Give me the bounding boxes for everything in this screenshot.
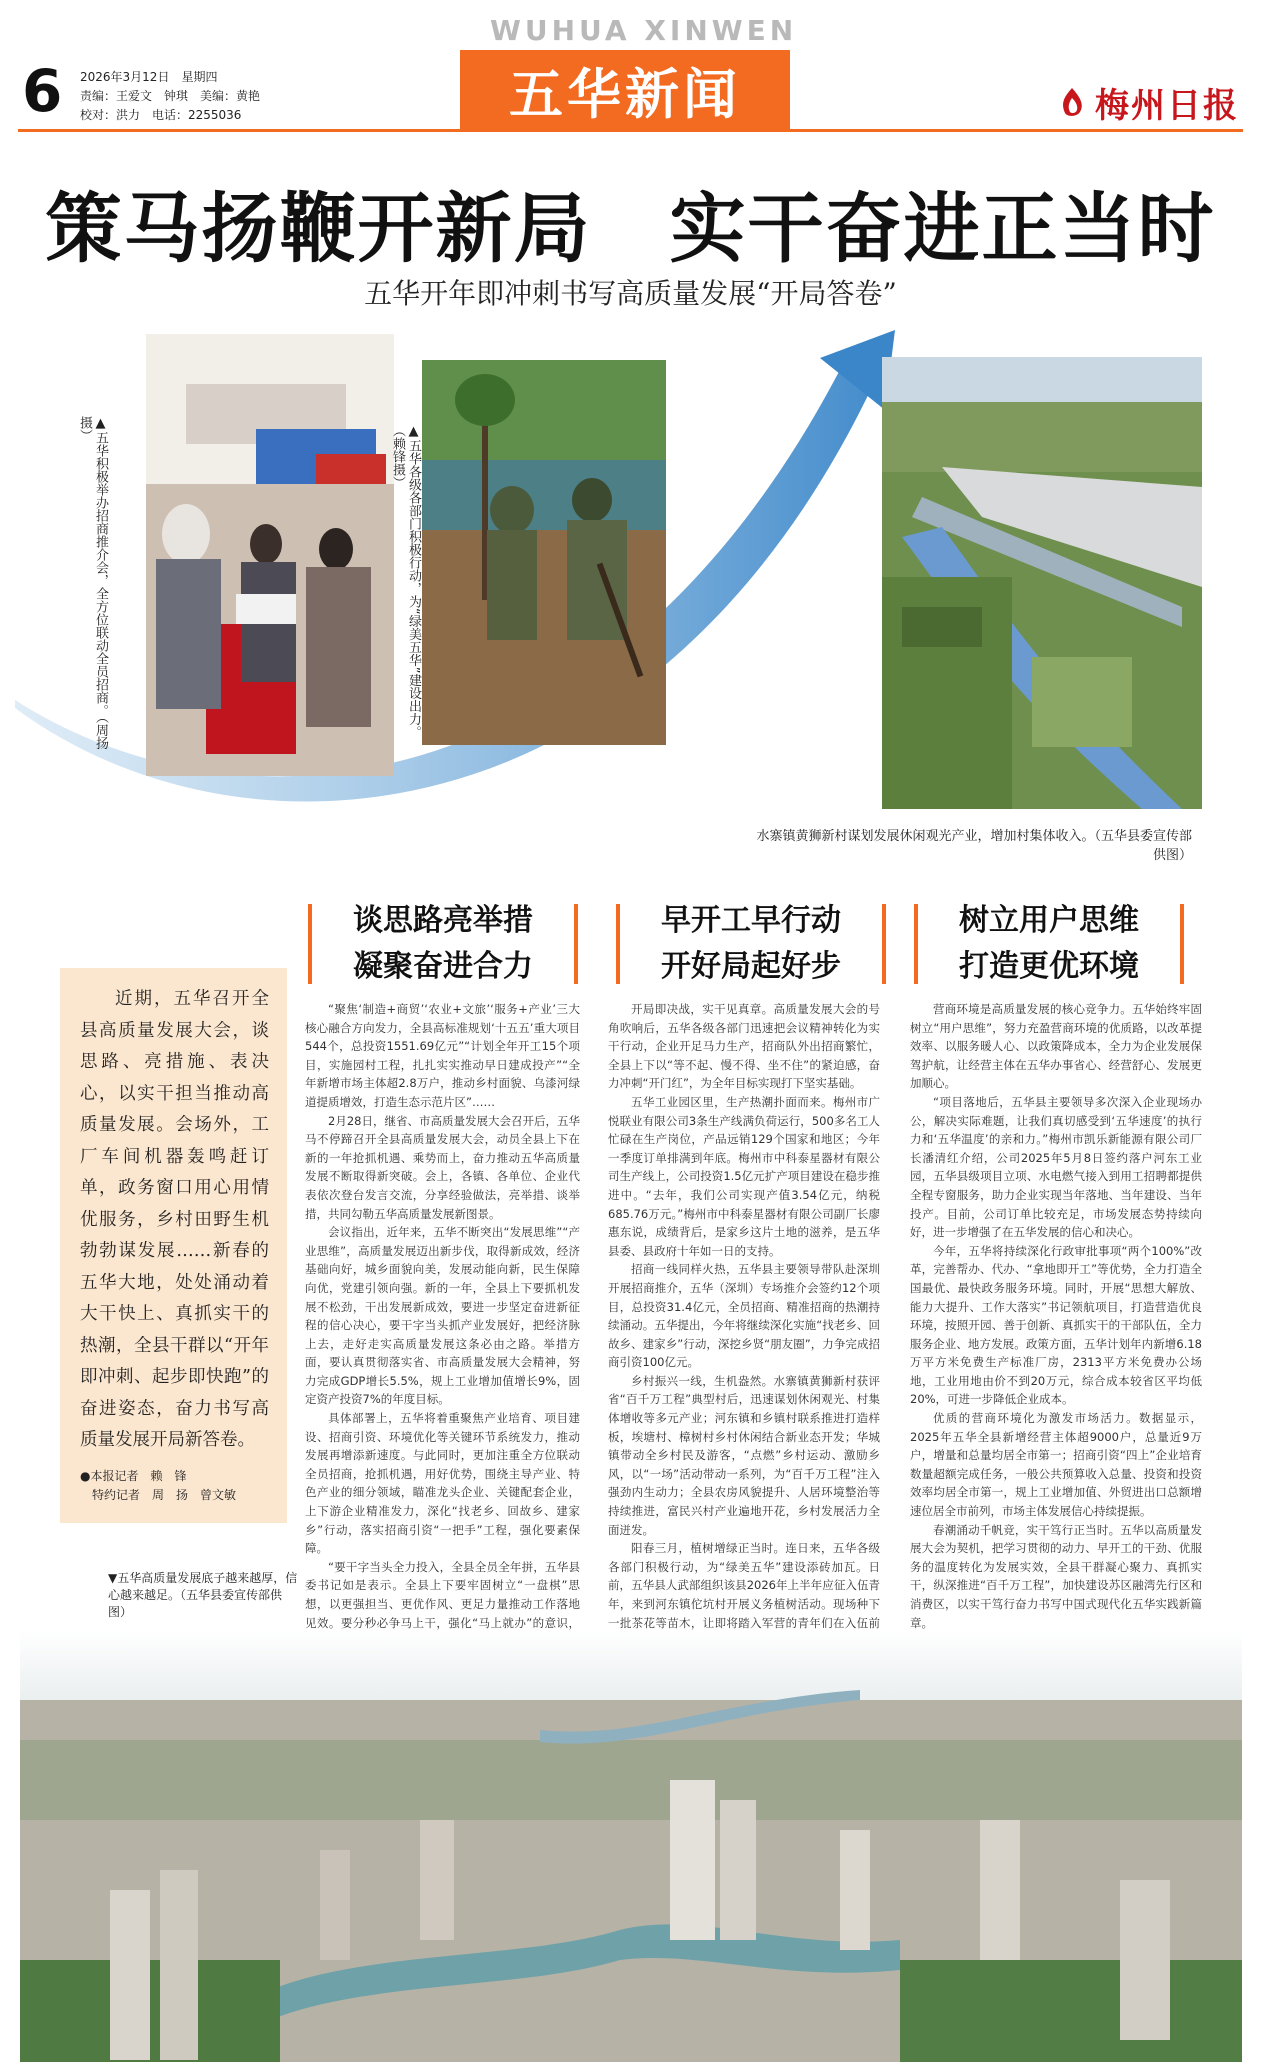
- head-bar-left: [914, 904, 918, 984]
- paragraph: 阳春三月，植树增绿正当时。连日来，五华各级各部门积极行动，为“绿美五华”建设添砖加瓦。日前，五华县人武部组织该县2026年上半年应征入伍青年，来到河东镇佗坑村开展义务植树活动。现场种下一批茶花等苗木，让即将踏入军营的青年们在入伍前: [608, 1541, 880, 1630]
- fair-photo-caption: ▲五华积极举办招商推介会，全方位联动全员招商。（周扬摄）: [77, 416, 108, 750]
- paragraph: “聚焦‘制造+商贸’‘农业+文旅’‘服务+产业’三大核心融合方向发力，全县高标准规划‘十五五’重大项目544个，总投资1551.69亿元”“计划全年开工15个项目，实施园村工程，扎扎实实推动早日建成投产”“全年新增市场主体超2.8万户，推动乡村面貌、乌漆河绿道提质增效，打造生态示范片区”……: [305, 1002, 580, 1109]
- column-1-headline: [318, 898, 568, 990]
- city-photo-caption: ▼五华高质量发展底子越来越厚，信心越来越足。（五华县委宣传部供图）: [108, 1571, 298, 1619]
- head-bar-right: [574, 904, 578, 984]
- paragraph: “要干字当头全力投入，全县全员全年拼，五华县委书记如是表示。全县上下要牢固树立“一盘棋”思想，以更强担当、更优作风、更足力量推动工作落地见效。要分秒必争马上干，强化“马上就办”的意识，: [305, 1559, 580, 1630]
- investment-fair-photo: [146, 334, 394, 776]
- editor-line: 责编：王爱文 钟琪 美编：黄艳: [80, 89, 261, 103]
- village-photo: [882, 357, 1202, 809]
- paragraph: 具体部署上，五华将着重聚焦产业培育、项目建设、招商引资、环境优化等关键环节系统发力，推动发展再增添新速度。与此同时，更加注重全方位联动全员招商，抢抓机遇，用好优势，围绕主导产业、特色产业的细分领域，瞄准龙头企业、关键配套企业，上下游企业精准发力，深化“找老乡、回故乡、建家乡”行动，落实招商引资“一把手”工程，强化要素保障。: [305, 1411, 580, 1556]
- flame-logo-icon: [1055, 86, 1089, 120]
- column-2-headline: [626, 898, 876, 990]
- column-3-headline: [924, 898, 1174, 990]
- investment-fair-illustration: [146, 334, 394, 776]
- paragraph: 招商一线同样火热，五华县主要领导带队赴深圳开展招商推介，五华（深圳）专场推介会签约12个项目，总投资31.4亿元，全员招商、精准招商的热潮持续涌动。五华提出，今年将继续深化实施“找老乡、回故乡、建家乡”行动，深挖乡贤“朋友圈”，力争完成招商引资100亿元。: [608, 1262, 880, 1370]
- intro-box: [60, 968, 287, 1523]
- paper-logo: [1055, 78, 1239, 127]
- tree-planting-illustration: [422, 360, 666, 745]
- section-pinyin: WUHUA XINWEN: [490, 14, 798, 47]
- column-2-body: [608, 1000, 880, 1651]
- paragraph: 会议指出，近年来，五华不断突出“发展思维”“产业思维”，高质量发展迈出新步伐，取得新成效，经济基础向好，城乡面貌向美，发展动能向新，民生保障向优，党建引领向强。新的一年，全县上下要抓机发展不松劲，干出发展新成效，要进一步坚定奋进新征程的信心决心，要干字当头抓产业发展好，把经济脉上去，走好走实高质量发展这条必由之路。举措方面，要认真贯彻落实省、市高质量发展大会精神，努力完成GDP增长5.5%，规上工业增加值增长9%，固定资产投资7%的年度目标。: [305, 1225, 580, 1407]
- date-line: 2026年3月12日 星期四: [80, 70, 218, 84]
- paper-name: 梅州日报: [1095, 86, 1239, 126]
- section-banner: [460, 50, 790, 130]
- headline: 策马扬鞭开新局 实干奋进正当时: [45, 184, 1216, 273]
- planting-photo-caption: ▲五华各级各部门积极行动，为“绿美五华”建设出力。（赖锋摄）: [390, 424, 421, 739]
- subheadline: 五华开年即冲刺书写高质量发展“开局答卷”: [364, 277, 897, 310]
- village-photo-caption: 水寨镇黄狮新村谋划发展休闲观光产业，增加村集体收入。（五华县委宣传部供图）: [756, 829, 1192, 863]
- paragraph: 营商环境是高质量发展的核心竞争力。五华始终牢固树立“用户思维”，努力充盈营商环境的优质路，以改革提效率、以服务暖人心、以政策降成本，全力为企业发展保驾护航，让经营主体在五华办事省心、经营舒心、发展更加顺心。: [910, 1002, 1202, 1091]
- masthead: [0, 0, 1261, 135]
- column-1-head-line-2: 凝聚奋进合力: [353, 949, 533, 984]
- paragraph: 2月28日，继省、市高质量发展大会召开后，五华马不停蹄召开全县高质量发展大会，动员全县上下在新的一年抢抓机遇、乘势而上，奋力推动五华高质量发展不断取得新突破。会上，各镇、各单位、企业代表依次登台发言交流，分享经验做法，亮举措、谈举措，共同勾勒五华高质量发展新图景。: [305, 1113, 580, 1221]
- paragraph: “项目落地后，五华县主要领导多次深入企业现场办公，解决实际难题，让我们真切感受到‘五华速度’的执行力和‘五华温度’的亲和力。”梅州市凯乐新能源有限公司厂长潘清红介绍，公司2025年5月8日签约落户河东工业园，五华县级项目立项、水电燃气接入到用工招聘都提供全程专窗服务，助力企业实现当年落地、当年建设、当年投产。目前，公司订单比较充足，市场发展态势持续向好，进一步增强了在五华发展的信心和决心。: [910, 1094, 1202, 1240]
- head-bar-left: [308, 904, 312, 984]
- intro-text: 近期，五华召开全县高质量发展大会，谈思路、亮措施、表决心，以实干担当推动高质量发展。会场外，工厂车间机器轰鸣赶订单，政务窗口用心用情优服务，乡村田野生机勃勃谋发展……新春的五华大地，处处涌动着大干快上、真抓实干的热潮，全县干群以“开年即冲刺、起步即快跑”的奋进姿态，奋力书写高质量发展开局新答卷。: [80, 989, 269, 1450]
- byline-correspondents: 特约记者 周 扬 曾文敏: [92, 1487, 237, 1502]
- column-2-head-line-1: 早开工早行动: [661, 903, 841, 938]
- column-2-head-line-2: 开好局起好步: [661, 949, 841, 984]
- city-aerial-illustration: [20, 1630, 1242, 2062]
- masthead-rule: [18, 129, 1243, 132]
- column-3-head-line-2: 打造更优环境: [959, 949, 1139, 984]
- byline-reporter: ●本报记者 赖 锋: [80, 1468, 187, 1483]
- paragraph: 五华工业园区里，生产热潮扑面而来。梅州市广悦联业有限公司3条生产线满负荷运行，500多名工人忙碌在生产岗位，产品远销129个国家和地区；今年一季度订单排满到年底。梅州市中科泰星器材有限公司生产线上，公司投资1.5亿元扩产项目建设在稳步推进中。“去年，我们公司实现产值3.54亿元，纳税685.76万元。”梅州市中科泰星器材有限公司副厂长廖惠东说，成绩背后，是家乡这片土地的滋养，是五华县委、县政府十年如一日的支持。: [608, 1094, 880, 1258]
- issue-info: [80, 68, 260, 125]
- paragraph: 开局即决战，实干见真章。高质量发展大会的号角吹响后，五华各级各部门迅速把会议精神转化为实干行动，企业开足马力生产，招商队外出招商繁忙，全县上下以“等不起、慢不得、坐不住”的紧迫感，奋力冲刺“开门红”，为全年目标实现打下坚实基础。: [608, 1002, 880, 1091]
- head-bar-right: [1180, 904, 1184, 984]
- byline: [80, 1467, 269, 1505]
- paragraph: 优质的营商环境化为激发市场活力。数据显示，2025年五华全县新增经营主体超9000户，总量近9万户，增量和总量均居全市第一；招商引资“四上”企业培育数量超额完成任务，一般公共预算收入总量、投资和投资效率均居全市第一，规上工业增加值、外贸进出口总额增速位居全市前列，市场主体发展信心持续提振。: [910, 1411, 1202, 1519]
- paragraph: 今年，五华将持续深化行政审批事项“两个100%”改革，完善帮办、代办、“拿地即开工”等优势，全力打造全国最优、最快政务服务环境。同时，开展“思想大解放、能力大提升、工作大落实”书记领航项目，打造营造优良环境，按照开园、善于创新、真抓实干的干部队伍，全力服务企业、地方发展。政策方面，五华计划年内新增6.18万平方米免费生产标准厂房，2313平方米免费办公场地，工业用地由价不到20万元，综合成本较省区平均低20%，可进一步降低企业成本。: [910, 1243, 1202, 1407]
- paragraph: 乡村振兴一线，生机盎然。水寨镇黄狮新村获评省“百千万工程”典型村后，迅速谋划休闲观光、村集体增收等多元产业；河东镇和乡镇村联系推进打造样板，埃塘村、樟树村乡村休闲结合新业态开发；华城镇带动全乡村民及游客，“点燃”乡村运动、激励乡风，以“一场”活动带动一系列，为“百千万工程”注入强劲内生动力；全县农房风貌提升、人居环境整治等持续推进，富民兴村产业遍地开花，乡村发展活力全面迸发。: [608, 1373, 880, 1537]
- column-1-body: [305, 1000, 580, 1669]
- head-bar-right: [882, 904, 886, 984]
- page-number: 6: [22, 57, 63, 125]
- paragraph: 春潮涌动千帆竞，实干笃行正当时。五华以高质量发展大会为契机，把学习贯彻的动力、早开工的干劲、优服务的温度转化为发展实效，全县干群凝心聚力、真抓实干，纵深推进“百千万工程”，加快建设苏区融湾先行区和消费区，以实干笃行奋力书写中国式现代化五华实践新篇章。: [910, 1522, 1202, 1630]
- column-1-head-line-1: 谈思路亮举措: [353, 903, 533, 938]
- head-bar-left: [616, 904, 620, 984]
- column-3-body: [910, 1000, 1202, 1632]
- proof-line: 校对：洪力 电话：2255036: [80, 108, 242, 122]
- column-3-head-line-1: 树立用户思维: [959, 903, 1139, 938]
- tree-planting-photo: [422, 360, 666, 745]
- village-illustration: [882, 357, 1202, 809]
- city-aerial-photo: [20, 1630, 1242, 2062]
- section-title: 五华新闻: [509, 62, 741, 126]
